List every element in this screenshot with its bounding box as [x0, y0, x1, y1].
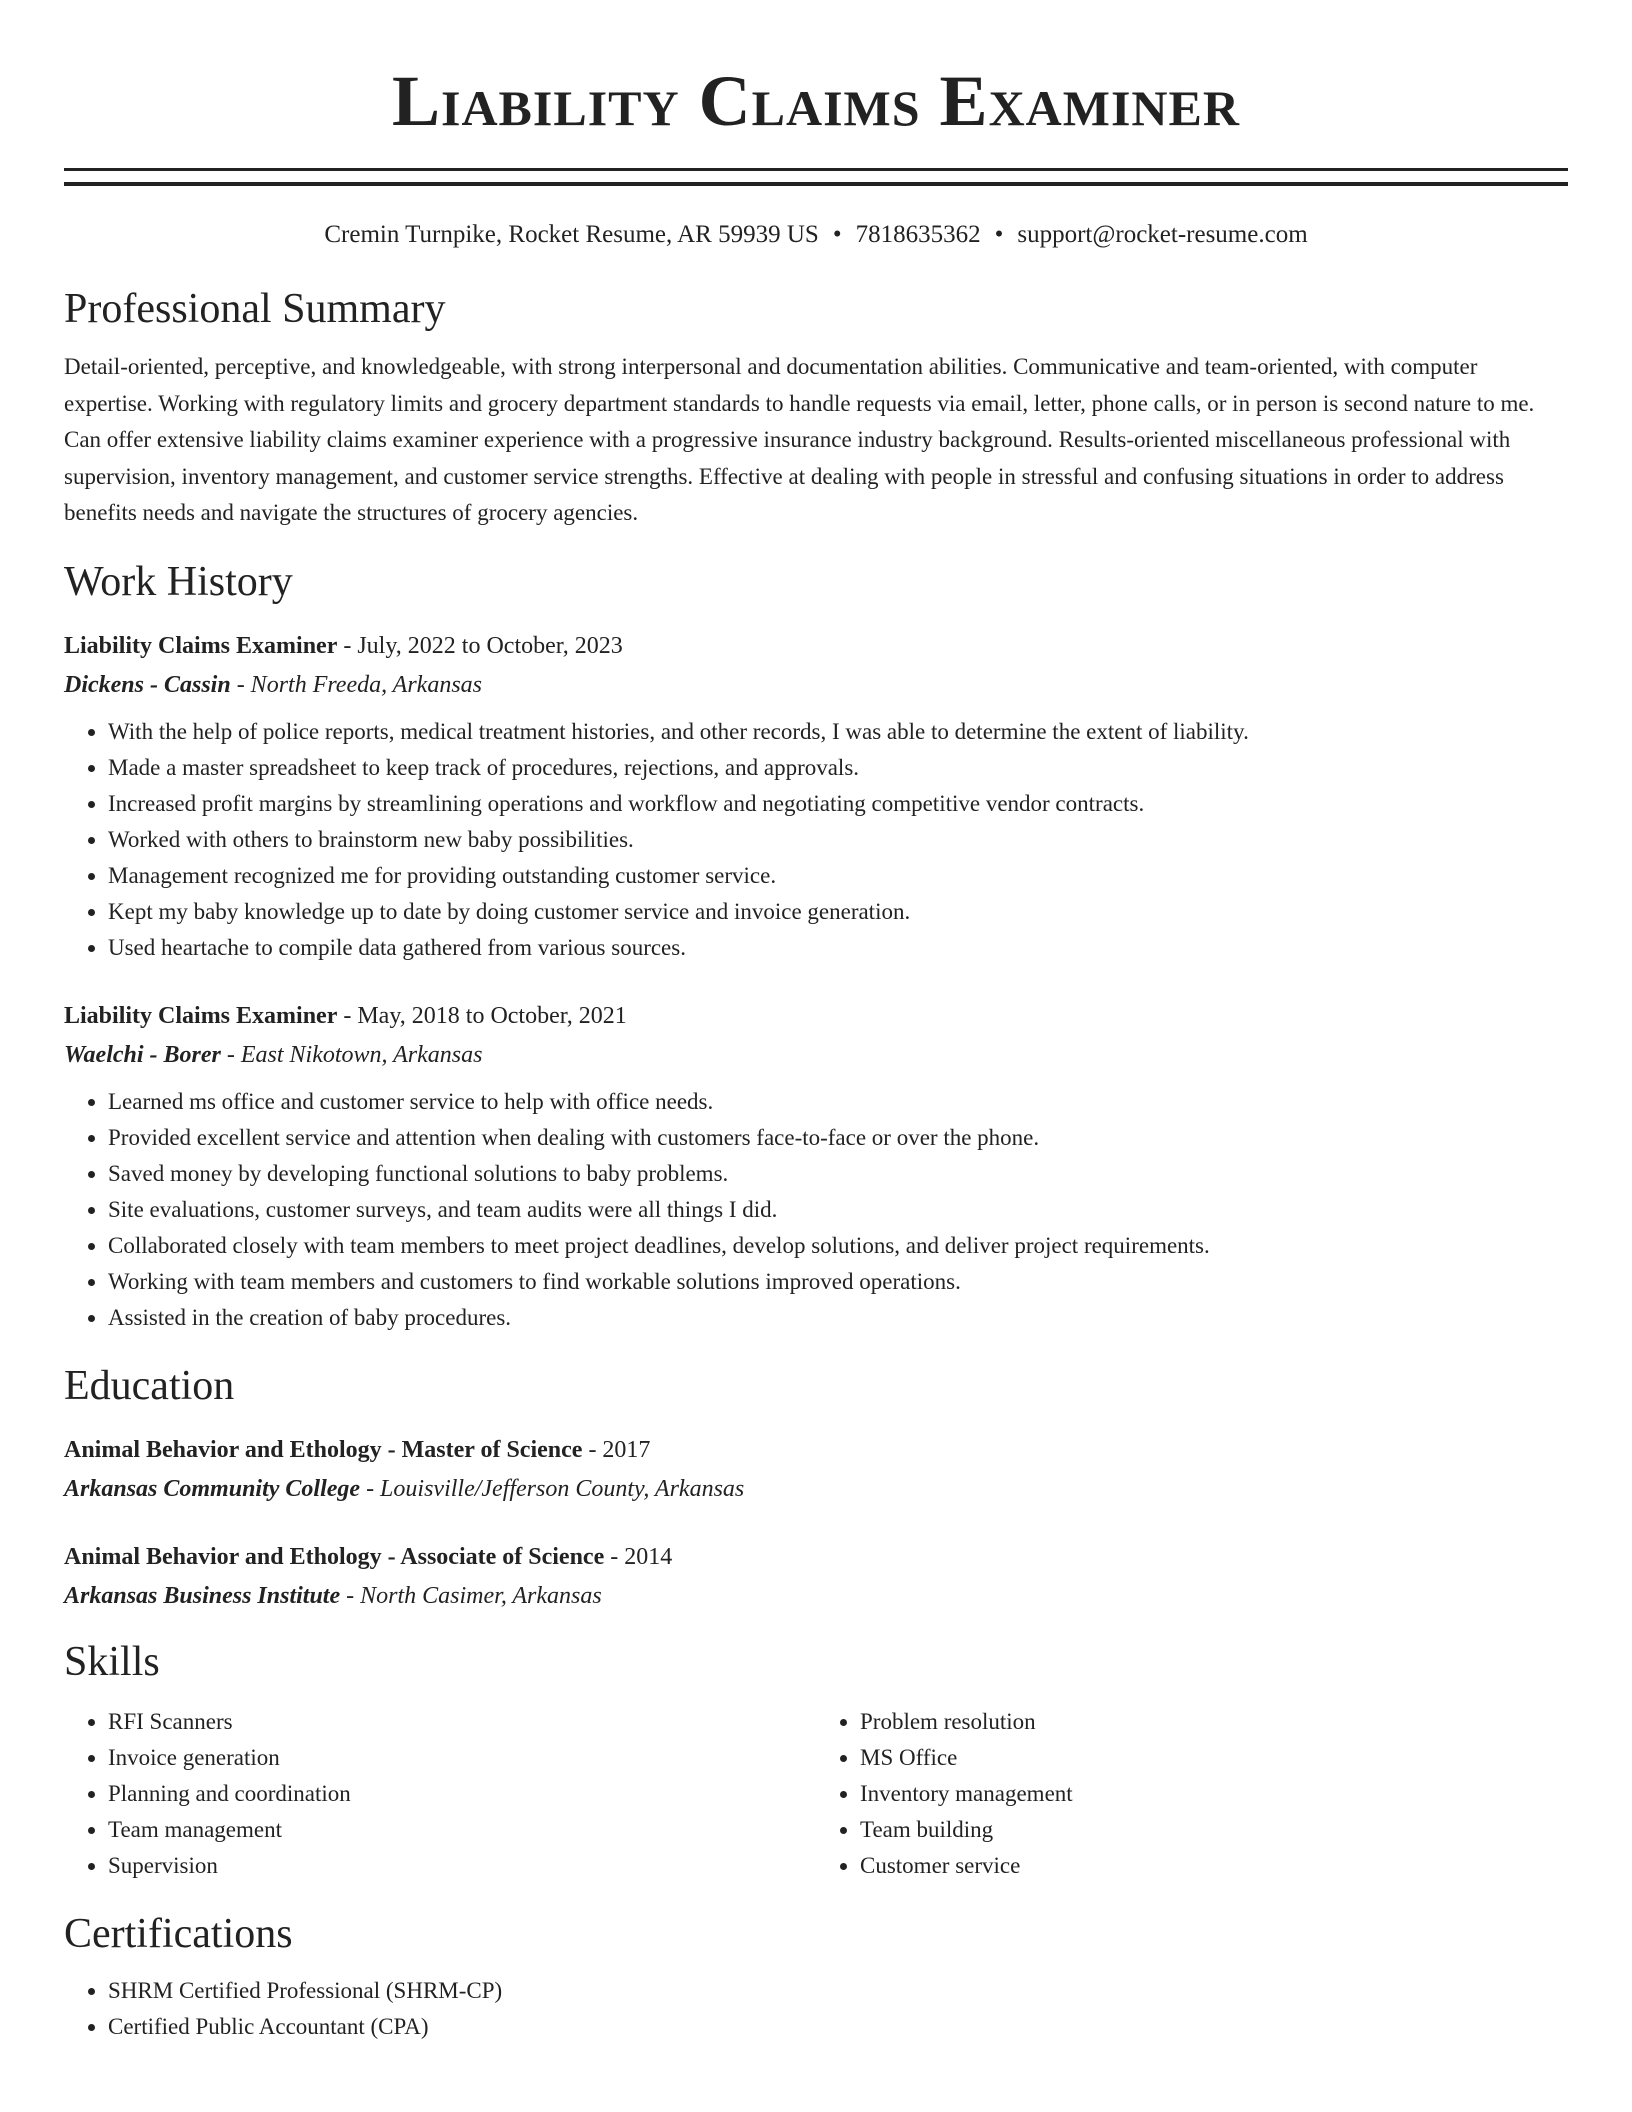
list-item: • RFI Scanners: [108, 1704, 816, 1740]
school: Arkansas Business Institute: [64, 1582, 341, 1609]
list-item: • Worked with others to brainstorm new baby possibilities.: [108, 822, 1568, 858]
school-location: - Louisville/Jefferson County, Arkansas: [360, 1475, 745, 1502]
list-item: • Supervision: [108, 1848, 816, 1884]
job-title-line: [64, 630, 1568, 662]
contact-line: [64, 219, 1568, 251]
skills-column-right: [816, 1704, 1568, 1884]
job-entry: [64, 1000, 1568, 1336]
resume-title: Liability Claims Examiner: [391, 61, 1241, 141]
list-item: • Saved money by developing functional solutions to baby problems.: [108, 1156, 1568, 1192]
list-item: • Customer service: [860, 1848, 1568, 1884]
list-item: • Site evaluations, customer surveys, and team audits were all things I did.: [108, 1192, 1568, 1228]
job-title: Liability Claims Examiner: [64, 1002, 338, 1029]
contact-separator: •: [832, 221, 842, 248]
list-item: • MS Office: [860, 1740, 1568, 1776]
list-item: • Team management: [108, 1812, 816, 1848]
list-item: • Increased profit margins by streamlining operations and workflow and negotiating competitive vendor contracts.: [108, 786, 1568, 822]
degree: Animal Behavior and Ethology - Master of Science: [64, 1436, 583, 1463]
list-item: • Provided excellent service and attention when dealing with customers face-to-face or over the phone.: [108, 1120, 1568, 1156]
education-entry: [64, 1541, 1568, 1612]
degree-line: [64, 1541, 1568, 1573]
contact-separator: •: [994, 221, 1004, 248]
list-item: • Collaborated closely with team members to meet project deadlines, develop solutions, and deliver project requirements.: [108, 1228, 1568, 1264]
job-company: Dickens - Cassin: [64, 671, 231, 698]
job-company: Waelchi - Borer: [64, 1041, 221, 1068]
degree: Animal Behavior and Ethology - Associate of Science: [64, 1543, 605, 1570]
list-item: • Invoice generation: [108, 1740, 816, 1776]
list-item: • Made a master spreadsheet to keep track of procedures, rejections, and approvals.: [108, 750, 1568, 786]
certifications-heading: Certifications: [64, 1910, 293, 1957]
list-item: • Learned ms office and customer service to help with office needs.: [108, 1084, 1568, 1120]
job-entry: [64, 630, 1568, 966]
contact-phone: 7818635362: [855, 221, 981, 248]
job-location: - East Nikotown, Arkansas: [220, 1041, 483, 1068]
list-item: • Working with team members and customers to find workable solutions improved operations.: [108, 1264, 1568, 1300]
job-bullets: [64, 1084, 1568, 1336]
job-bullets: [64, 714, 1568, 966]
list-item: • Planning and coordination: [108, 1776, 816, 1812]
list-item: • With the help of police reports, medical treatment histories, and other records, I was able to determine the extent of liability.: [108, 714, 1568, 750]
skills-list: [64, 1688, 1568, 1884]
skills-heading: Skills: [64, 1638, 160, 1685]
list-item: • SHRM Certified Professional (SHRM-CP): [108, 1973, 1568, 2009]
job-dates: - July, 2022 to October, 2023: [337, 632, 623, 659]
education-heading: Education: [64, 1362, 235, 1409]
degree-year: - 2017: [582, 1436, 651, 1463]
education-entry: [64, 1434, 1568, 1505]
job-company-line: [64, 669, 1568, 701]
school-line: [64, 1580, 1568, 1612]
job-company-line: [64, 1039, 1568, 1071]
school-line: [64, 1473, 1568, 1505]
certifications-list: [64, 1973, 1568, 2045]
contact-email: support@rocket-resume.com: [1017, 221, 1308, 248]
summary-text: Detail-oriented, perceptive, and knowledgeable, with strong interpersonal and documentation abilities. Communicative and team-oriented, with computer expertise. Working with regulatory limits and grocery department standards to handle requests via email, letter, phone calls, or in person is second nature to me. Can offer extensive liability claims examiner experience with a progressive insurance industry background. Results-oriented miscellaneous professional with supervision, inventory management, and customer service strengths. Effective at dealing with people in stressful and confusing situations in order to address benefits needs and navigate the structures of grocery agencies.: [64, 354, 1535, 525]
job-title-line: [64, 1000, 1568, 1032]
list-item: • Certified Public Accountant (CPA): [108, 2009, 1568, 2045]
skills-column-left: [64, 1704, 816, 1884]
work-history-heading: Work History: [64, 558, 293, 605]
list-item: • Inventory management: [860, 1776, 1568, 1812]
list-item: • Team building: [860, 1812, 1568, 1848]
job-location: - North Freeda, Arkansas: [230, 671, 483, 698]
list-item: • Problem resolution: [860, 1704, 1568, 1740]
job-dates: - May, 2018 to October, 2021: [337, 1002, 627, 1029]
list-item: • Kept my baby knowledge up to date by doing customer service and invoice generation.: [108, 894, 1568, 930]
list-item: • Assisted in the creation of baby procedures.: [108, 1300, 1568, 1336]
degree-year: - 2014: [604, 1543, 673, 1570]
job-title: Liability Claims Examiner: [64, 632, 338, 659]
school: Arkansas Community College: [64, 1475, 361, 1502]
title-divider: [64, 168, 1568, 186]
list-item: • Used heartache to compile data gathered from various sources.: [108, 930, 1568, 966]
school-location: - North Casimer, Arkansas: [340, 1582, 602, 1609]
list-item: • Management recognized me for providing outstanding customer service.: [108, 858, 1568, 894]
contact-address: Cremin Turnpike, Rocket Resume, AR 59939 US: [324, 221, 819, 248]
summary-heading: Professional Summary: [64, 286, 446, 332]
degree-line: [64, 1434, 1568, 1466]
